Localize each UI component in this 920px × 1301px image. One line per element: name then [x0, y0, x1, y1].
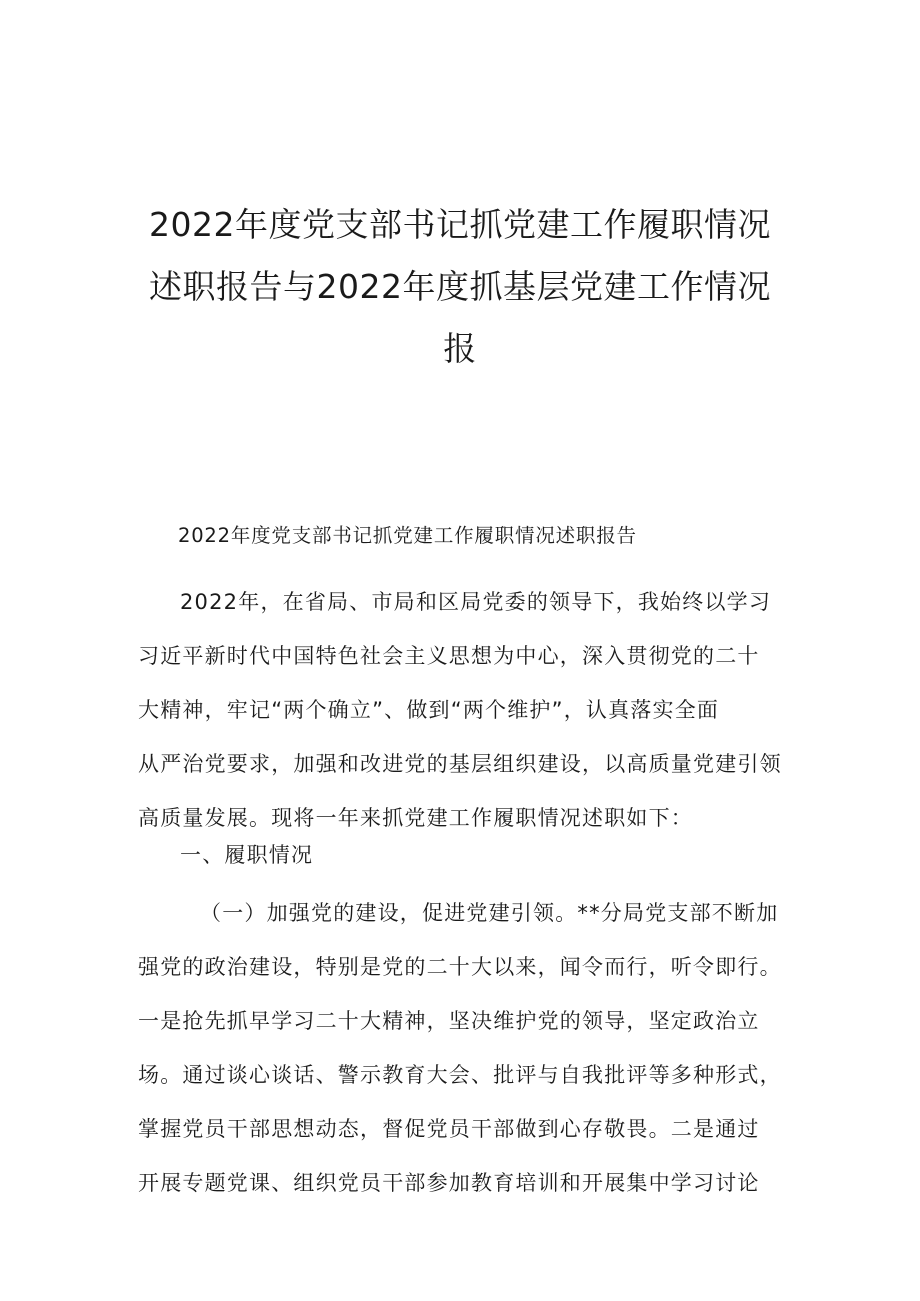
- title-line-3: 报: [443, 329, 477, 369]
- paragraph-line: 高质量发展。现将一年来抓党建工作履职情况述职如下：: [138, 806, 693, 830]
- section-heading: 一、履职情况: [180, 843, 314, 867]
- paragraph-line: 从严治党要求，加强和改进党的基层组织建设，以高质量党建引领: [138, 752, 782, 776]
- intro-paragraph: [138, 575, 798, 845]
- paragraph-line: 场。通过谈心谈话、警示教育大会、批评与自我批评等多种形式，: [138, 1063, 782, 1087]
- title-line-2: 述职报告与2022年度抓基层党建工作情况: [149, 267, 771, 307]
- paragraph-line: （一）加强党的建设，促进党建引领。**分局党支部不断加: [200, 901, 779, 925]
- section-paragraph: [138, 886, 798, 1210]
- paragraph-line: 一是抢先抓早学习二十大精神，坚决维护党的领导，坚定政治立: [138, 1009, 760, 1033]
- document-title: [100, 194, 820, 380]
- paragraph-line: 习近平新时代中国特色社会主义思想为中心，深入贯彻党的二十: [138, 644, 760, 668]
- paragraph-line: 2022年，在省局、市局和区局党委的领导下，我始终以学习: [180, 590, 772, 614]
- paragraph-line: 开展专题党课、组织党员干部参加教育培训和开展集中学习讨论: [138, 1171, 760, 1195]
- paragraph-line: 强党的政治建设，特别是党的二十大以来，闻令而行，听令即行。: [138, 955, 782, 979]
- report-subtitle: 2022年度党支部书记抓党建工作履职情况述职报告: [178, 524, 637, 547]
- paragraph-line: 大精神，牢记“两个确立”、做到“两个维护”，认真落实全面: [138, 698, 720, 722]
- title-line-1: 2022年度党支部书记抓党建工作履职情况: [149, 205, 771, 245]
- paragraph-line: 掌握党员干部思想动态，督促党员干部做到心存敬畏。二是通过: [138, 1117, 760, 1141]
